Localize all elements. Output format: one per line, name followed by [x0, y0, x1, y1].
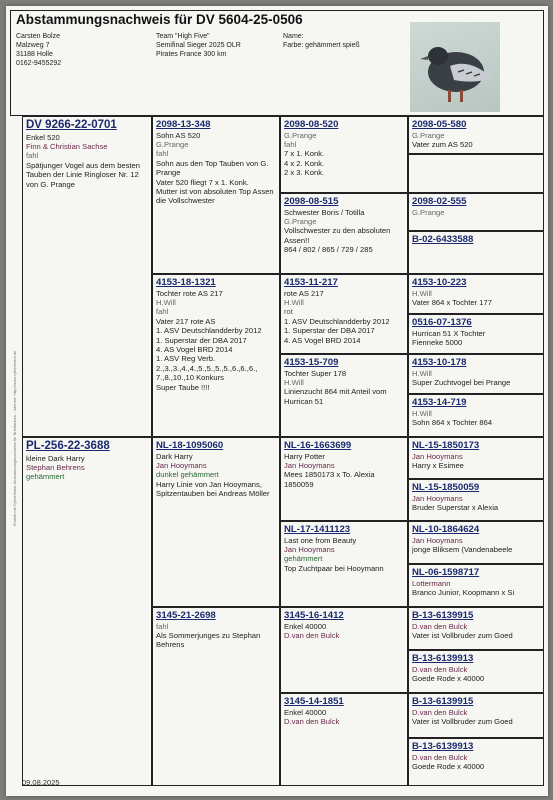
gen3-a-ring: 2098-08-520	[284, 119, 339, 130]
gen3-a-line: fahl	[284, 139, 297, 149]
gen2-a-line: Sohn AS 520	[156, 130, 201, 140]
gen4-ring: B-13-6139913	[412, 741, 474, 752]
bird-info	[283, 32, 360, 50]
breeder-city: 31188 Holle	[16, 51, 53, 58]
gen3-c-line: 1. Superstar der DBA 2017	[284, 326, 375, 336]
gen3-h-cell	[280, 693, 408, 786]
gen2-b-cell	[152, 274, 280, 437]
pedigree-sheet	[6, 6, 548, 796]
gen3-f-ring: NL-17-1411123	[284, 524, 351, 535]
gen3-c-line: rot	[284, 307, 293, 317]
gen4-cell-8	[408, 394, 544, 437]
pigeon-photo	[410, 22, 500, 112]
gen3-a-line: 4 x 2. Konk.	[284, 158, 325, 168]
gen3-g-line: D.van den Bulck	[284, 630, 340, 640]
gen3-f-line: Top Zuchtpaar bei Hooymann	[284, 563, 384, 573]
gen4-ring: B-13-6139913	[412, 653, 474, 664]
gen3-b-ring: 2098-08-515	[284, 196, 339, 207]
gen4-line: Jan Hooymans	[412, 535, 463, 545]
gen3-c-ring: 4153-11-217	[284, 277, 338, 288]
gen2-b-line: Vater 217 rote AS	[156, 316, 216, 326]
gen2-c-line: Dark Harry	[156, 451, 193, 461]
gen3-d-cell	[280, 354, 408, 437]
gen2-b-line: Tochter rote AS 217	[156, 288, 223, 298]
team-race: Pirates France 300 km	[156, 51, 227, 58]
gen3-b-line: 864 / 802 / 865 / 729 / 285	[284, 245, 373, 255]
gen2-a-cell	[152, 116, 280, 274]
gen4-line: Jan Hooymans	[412, 451, 463, 461]
gen4-line: Vater 864 x Tochter 177	[412, 297, 492, 307]
gen3-f-line: Jan Hooymans	[284, 544, 335, 554]
gen2-b-line: 2.,3.,3.,4.,4.,5.,5.,5.,5.,6.,6.,6., 7.,8.,10.,10 Konkurs	[156, 363, 258, 383]
gen3-c-line: rote AS 217	[284, 288, 324, 298]
gen4-cell-15	[408, 693, 544, 738]
gen3-d-line: Linienzucht 864 mit Anteil vom Hurrican 51	[284, 387, 387, 406]
dam-line-1: kleine Dark Harry	[26, 453, 85, 463]
gen4-cell-7	[408, 354, 544, 394]
gen2-b-line: 1. ASV Deutschlandderby 2012	[156, 326, 262, 336]
gen3-c-cell	[280, 274, 408, 354]
gen4-cell-6	[408, 314, 544, 354]
gen3-e-line: Jan Hooymans	[284, 460, 335, 470]
gen4-cell-16	[408, 738, 544, 786]
gen4-line: Vater zum AS 520	[412, 139, 473, 149]
gen3-d-line: Tochter Super 178	[284, 368, 347, 378]
dam-cell	[22, 437, 152, 786]
gen2-c-ring: NL-18-1095060	[156, 440, 224, 451]
gen2-a-line: fahl	[156, 149, 169, 159]
breeder-street: Malzweg 7	[16, 42, 50, 49]
gen4-ring: 4153-14-719	[412, 397, 467, 408]
breeder-address	[16, 32, 61, 68]
gen3-h-line: Enkel 40000	[284, 707, 327, 717]
gen4-cell-12	[408, 564, 544, 607]
gen2-b-line: 1. Superstar der DBA 2017	[156, 335, 247, 345]
gen4-line: jonge Bliksem (Vandenabeele	[412, 544, 513, 554]
gen3-e-ring: NL-16-1663699	[284, 440, 352, 451]
gen4-cell-10	[408, 479, 544, 521]
dam-line-2: Stephan Behrens	[26, 462, 85, 472]
gen3-g-cell	[280, 607, 408, 693]
gen3-e-cell	[280, 437, 408, 521]
gen4-line: Bruder Superstar x Alexia	[412, 502, 499, 512]
software-credit: Erstellt mit CyberMotor Abstammungsnachweis für Brieftauben - Internet: http://www.cybermotor.de	[12, 350, 17, 526]
gen2-c-line: Harry Linie von Jan Hooymans, Spitzentauben bei Andreas Möller	[156, 479, 270, 499]
dam-ring: PL-256-22-3688	[26, 440, 110, 452]
page-title: Abstammungsnachweis für DV 5604-25-0506	[16, 12, 303, 27]
gen4-line: H.Will	[412, 408, 432, 418]
gen3-h-line: D.van den Bulck	[284, 716, 340, 726]
gen2-c-cell	[152, 437, 280, 607]
gen4-ring: 2098-05-580	[412, 119, 467, 130]
gen2-a-line: Sohn aus den Top Tauben von G. Prange	[156, 158, 269, 178]
gen4-line: Goede Rode x 40000	[412, 673, 485, 683]
gen3-f-line: gehämmert	[284, 554, 323, 564]
name-label: Name:	[283, 33, 304, 40]
gen2-b-line: fahl	[156, 307, 169, 317]
gen4-line: Branco Junior, Koopmann x Si	[412, 587, 515, 597]
gen4-ring: NL-15-1850059	[412, 482, 480, 493]
gen4-line: Vater ist Vollbruder zum Goed	[412, 716, 513, 726]
sire-ring: DV 9266-22-0701	[26, 119, 117, 131]
gen4-ring: NL-15-1850173	[412, 440, 480, 451]
print-date: 09.08.2025	[22, 778, 60, 787]
gen4-ring: B-13-6139915	[412, 610, 474, 621]
gen2-b-line: H.Will	[156, 297, 176, 307]
gen4-ring: NL-10-1864624	[412, 524, 480, 535]
gen3-g-ring: 3145-16-1412	[284, 610, 344, 621]
gen4-line: Fienneke 5000	[412, 337, 463, 347]
gen4-cell-3	[408, 193, 544, 231]
gen4-ring: B-13-6139915	[412, 696, 474, 707]
gen4-cell-14	[408, 650, 544, 693]
gen4-line: G.Prange	[412, 207, 445, 217]
gen2-a-line: G.Prange	[156, 139, 189, 149]
gen3-c-line: 4. AS Vogel BRD 2014	[284, 335, 361, 345]
gen4-ring: 2098-02-555	[412, 196, 467, 207]
gen2-d-ring: 3145-21-2698	[156, 610, 216, 621]
gen4-line: Lottermann	[412, 578, 451, 588]
gen2-d-line: fahl	[156, 621, 169, 631]
gen4-cell-5	[408, 274, 544, 314]
gen4-ring: 4153-10-178	[412, 357, 467, 368]
gen4-line: D.van den Bulck	[412, 664, 468, 674]
gen4-cell-4	[408, 231, 544, 274]
gen4-ring: B-02-6433588	[412, 234, 474, 245]
gen4-cell-11	[408, 521, 544, 564]
gen2-d-line: Als Sommerjunges zu Stephan Behrens	[156, 630, 261, 650]
gen3-a-cell	[280, 116, 408, 193]
gen2-a-ring: 2098-13-348	[156, 119, 211, 130]
team-title: Semifinal Sieger 2025 OLR	[156, 42, 241, 49]
gen3-b-line: G.Prange	[284, 216, 317, 226]
team-info	[156, 32, 241, 59]
gen3-g-line: Enkel 40000	[284, 621, 327, 631]
gen3-f-cell	[280, 521, 408, 607]
sire-line-4: Spätjunger Vogel aus dem besten Tauben der Linie Ringloser Nr. 12 von G. Prange	[26, 160, 140, 189]
gen3-a-line: 7 x 1. Konk.	[284, 149, 325, 159]
team-name: Team "High Five"	[156, 33, 210, 40]
gen4-cell-1	[408, 116, 544, 154]
gen3-b-line: Vollschwester zu den absoluten Assen!!	[284, 226, 391, 245]
gen4-line: D.van den Bulck	[412, 621, 468, 631]
gen4-line: Super Zuchtvogel bei Prange	[412, 377, 511, 387]
gen4-ring: 0516-07-1376	[412, 317, 472, 328]
gen2-d-cell	[152, 607, 280, 786]
pigeon-icon	[410, 22, 500, 112]
gen4-line: H.Will	[412, 368, 432, 378]
sire-line-3: fahl	[26, 151, 39, 161]
gen2-a-line: Vater 520 fliegt 7 x 1. Konk.	[156, 177, 249, 187]
gen2-c-line: Jan Hooymans	[156, 460, 207, 470]
gen2-b-line: Super Taube !!!!	[156, 382, 210, 392]
sire-line-1: Enkel 520	[26, 132, 60, 142]
gen4-line: Harry x Esimee	[412, 460, 464, 470]
gen3-a-line: G.Prange	[284, 130, 317, 140]
gen3-d-line: H.Will	[284, 377, 304, 387]
gen4-cell-13	[408, 607, 544, 650]
gen4-cell-9	[408, 437, 544, 479]
gen3-a-line: 2 x 3. Konk.	[284, 168, 325, 178]
gen4-line: D.van den Bulck	[412, 707, 468, 717]
gen3-c-line: H.Will	[284, 297, 304, 307]
sire-line-2: Finn & Christian Sachse	[26, 141, 108, 151]
gen3-c-line: 1. ASV Deutschlandderby 2012	[284, 316, 390, 326]
gen3-f-line: Last one from Beauty	[284, 535, 357, 545]
breeder-phone: 0162-9455292	[16, 60, 62, 67]
gen4-cell-2	[408, 154, 544, 193]
gen3-h-ring: 3145-14-1851	[284, 696, 344, 707]
gen4-line: Jan Hooymans	[412, 493, 463, 503]
gen3-d-ring: 4153-15-709	[284, 357, 339, 368]
gen3-e-line: Harry Potter	[284, 451, 325, 461]
gen4-line: D.van den Bulck	[412, 752, 468, 762]
gen4-line: G.Prange	[412, 130, 445, 140]
gen4-ring: NL-06-1598717	[412, 567, 480, 578]
gen2-a-line: Mutter ist von absoluten Top Assen die Vollschwester	[156, 186, 274, 206]
gen4-line: Sohn 864 x Tochter 864	[412, 417, 493, 427]
breeder-name: Carsten Bolze	[16, 33, 60, 40]
gen4-line: Hurrican 51 X Tochter	[412, 328, 486, 338]
gen4-line: Vater ist Vollbruder zum Goed	[412, 630, 513, 640]
gen4-line: Goede Rode x 40000	[412, 761, 485, 771]
gen2-b-line: 4. AS Vogel BRD 2014	[156, 344, 233, 354]
gen2-c-line: dunkel gehämmert	[156, 470, 219, 480]
color-label: Farbe: gehämmert spieß	[283, 42, 360, 49]
gen2-b-ring: 4153-18-1321	[156, 277, 216, 288]
gen3-b-line: Schwester Boris / Totilla	[284, 207, 365, 217]
gen3-e-line: Mees 1850173 x To. Alexia 1850059	[284, 470, 375, 489]
gen3-b-cell	[280, 193, 408, 274]
gen4-line: H.Will	[412, 288, 432, 298]
gen2-b-line: 1. ASV Reg Verb.	[156, 354, 216, 364]
gen4-ring: 4153-10-223	[412, 277, 467, 288]
sire-cell	[22, 116, 152, 437]
dam-line-3: gehämmert	[26, 472, 65, 482]
